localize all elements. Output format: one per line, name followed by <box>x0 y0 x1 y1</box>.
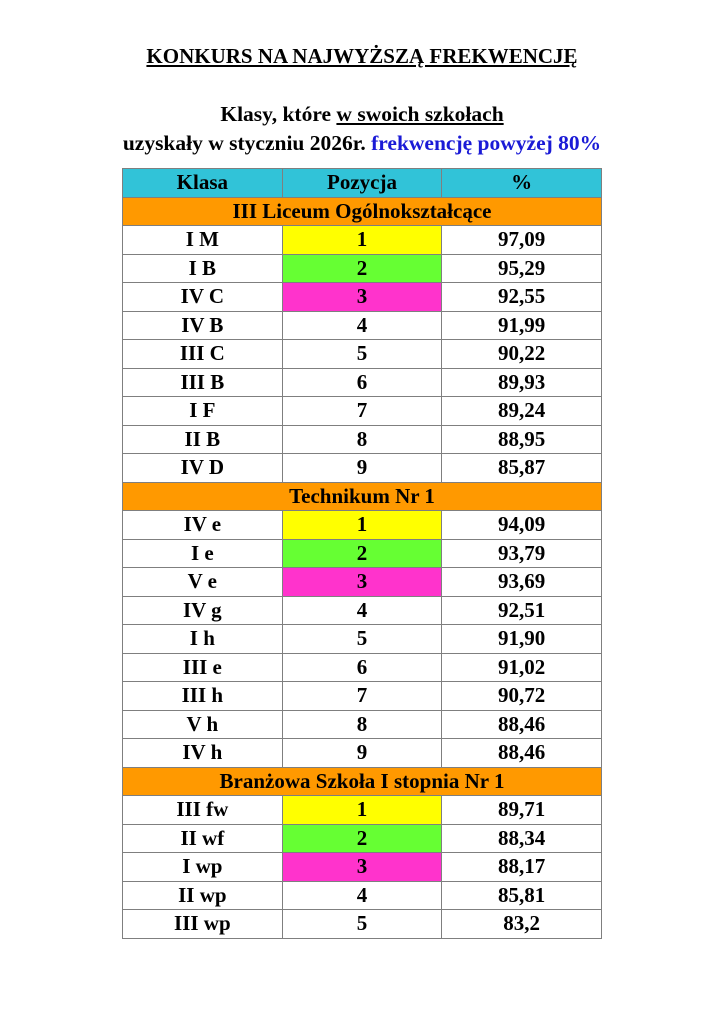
table-row <box>123 511 602 540</box>
cell-procent: 91,02 <box>442 653 602 682</box>
cell-procent: 92,51 <box>442 596 602 625</box>
cell-klasa: I B <box>123 254 283 283</box>
table-row <box>123 796 602 825</box>
cell-pozycja: 5 <box>282 910 442 939</box>
cell-klasa: III C <box>123 340 283 369</box>
table-row <box>123 625 602 654</box>
cell-procent: 94,09 <box>442 511 602 540</box>
cell-procent: 97,09 <box>442 226 602 255</box>
table-row <box>123 368 602 397</box>
cell-procent: 93,79 <box>442 539 602 568</box>
cell-procent: 88,95 <box>442 425 602 454</box>
table-row <box>123 881 602 910</box>
cell-klasa: II wp <box>123 881 283 910</box>
table-row <box>123 226 602 255</box>
cell-klasa: IV B <box>123 311 283 340</box>
table-row <box>123 824 602 853</box>
cell-klasa: III fw <box>123 796 283 825</box>
table-row <box>123 682 602 711</box>
cell-procent: 88,46 <box>442 710 602 739</box>
section-title: Technikum Nr 1 <box>123 482 602 511</box>
cell-procent: 90,72 <box>442 682 602 711</box>
cell-procent: 88,46 <box>442 739 602 768</box>
cell-pozycja: 9 <box>282 454 442 483</box>
document-title: KONKURS NA NAJWYŻSZĄ FREKWENCJĘ <box>146 44 578 68</box>
table-row <box>123 283 602 312</box>
cell-pozycja: 2 <box>282 539 442 568</box>
cell-pozycja: 1 <box>282 796 442 825</box>
cell-pozycja: 6 <box>282 368 442 397</box>
cell-klasa: II B <box>123 425 283 454</box>
cell-pozycja: 2 <box>282 824 442 853</box>
cell-procent: 89,93 <box>442 368 602 397</box>
cell-pozycja: 9 <box>282 739 442 768</box>
cell-procent: 93,69 <box>442 568 602 597</box>
cell-klasa: IV h <box>123 739 283 768</box>
cell-procent: 89,24 <box>442 397 602 426</box>
cell-klasa: I h <box>123 625 283 654</box>
table-row <box>123 739 602 768</box>
table-row <box>123 311 602 340</box>
cell-klasa: III B <box>123 368 283 397</box>
cell-klasa: I e <box>123 539 283 568</box>
cell-klasa: I wp <box>123 853 283 882</box>
table-row <box>123 454 602 483</box>
cell-pozycja: 4 <box>282 311 442 340</box>
cell-procent: 88,17 <box>442 853 602 882</box>
cell-pozycja: 3 <box>282 568 442 597</box>
cell-klasa: IV C <box>123 283 283 312</box>
cell-klasa: I M <box>123 226 283 255</box>
cell-pozycja: 7 <box>282 682 442 711</box>
table-row <box>123 425 602 454</box>
table-row <box>123 397 602 426</box>
cell-pozycja: 8 <box>282 710 442 739</box>
cell-klasa: II wf <box>123 824 283 853</box>
cell-procent: 83,2 <box>442 910 602 939</box>
cell-klasa: III e <box>123 653 283 682</box>
header-klasa: Klasa <box>123 169 283 198</box>
header-procent: % <box>442 169 602 198</box>
section-title: III Liceum Ogólnokształcące <box>123 197 602 226</box>
cell-pozycja: 1 <box>282 226 442 255</box>
table-header-row <box>123 169 602 198</box>
cell-pozycja: 8 <box>282 425 442 454</box>
section-row <box>123 197 602 226</box>
table-row <box>123 539 602 568</box>
table-row <box>123 910 602 939</box>
table-row <box>123 568 602 597</box>
cell-klasa: IV g <box>123 596 283 625</box>
cell-pozycja: 4 <box>282 881 442 910</box>
cell-procent: 91,99 <box>442 311 602 340</box>
cell-pozycja: 2 <box>282 254 442 283</box>
table-row <box>123 653 602 682</box>
cell-procent: 95,29 <box>442 254 602 283</box>
section-row <box>123 482 602 511</box>
cell-procent: 85,81 <box>442 881 602 910</box>
cell-pozycja: 1 <box>282 511 442 540</box>
cell-pozycja: 3 <box>282 853 442 882</box>
table-row <box>123 710 602 739</box>
cell-procent: 89,71 <box>442 796 602 825</box>
cell-procent: 85,87 <box>442 454 602 483</box>
subtitle-line-1: Klasy, które w swoich szkołach <box>220 102 504 126</box>
cell-procent: 90,22 <box>442 340 602 369</box>
cell-procent: 91,90 <box>442 625 602 654</box>
cell-klasa: III wp <box>123 910 283 939</box>
cell-procent: 88,34 <box>442 824 602 853</box>
table-row <box>123 340 602 369</box>
cell-klasa: IV D <box>123 454 283 483</box>
cell-pozycja: 5 <box>282 340 442 369</box>
cell-klasa: V e <box>123 568 283 597</box>
cell-klasa: III h <box>123 682 283 711</box>
cell-pozycja: 7 <box>282 397 442 426</box>
cell-klasa: IV e <box>123 511 283 540</box>
table-row <box>123 254 602 283</box>
header-pozycja: Pozycja <box>282 169 442 198</box>
section-row <box>123 767 602 796</box>
cell-pozycja: 4 <box>282 596 442 625</box>
attendance-table <box>122 168 602 939</box>
table-body <box>123 197 602 938</box>
cell-pozycja: 3 <box>282 283 442 312</box>
cell-pozycja: 6 <box>282 653 442 682</box>
subtitle-line-2: uzyskały w styczniu 2026r. frekwencję powyżej 80% <box>122 131 602 155</box>
cell-pozycja: 5 <box>282 625 442 654</box>
table-row <box>123 596 602 625</box>
cell-klasa: V h <box>123 710 283 739</box>
section-title: Branżowa Szkoła I stopnia Nr 1 <box>123 767 602 796</box>
table-row <box>123 853 602 882</box>
cell-procent: 92,55 <box>442 283 602 312</box>
cell-klasa: I F <box>123 397 283 426</box>
